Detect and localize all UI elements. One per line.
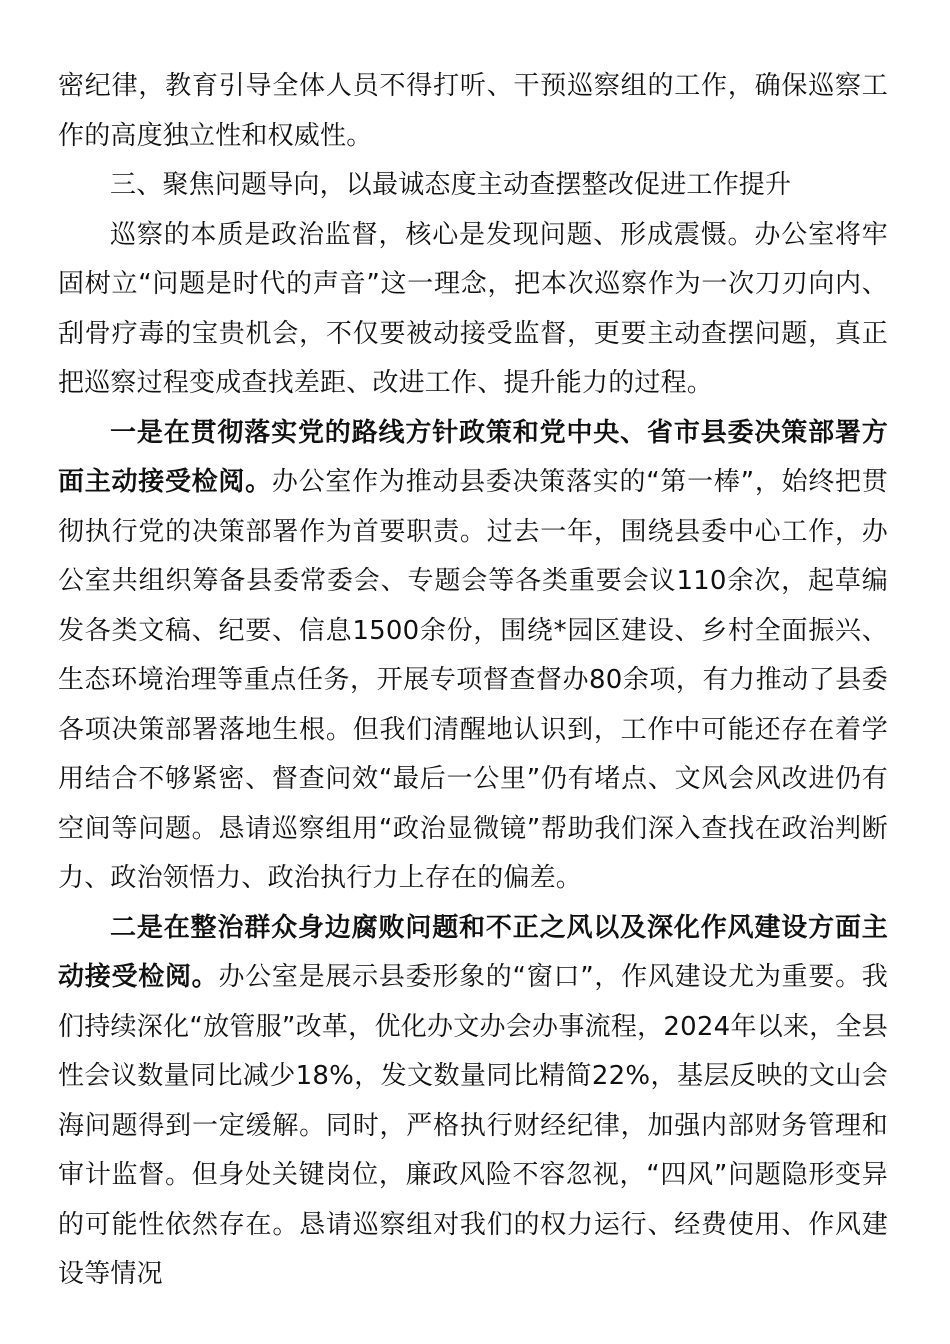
point-2-body: 办公室是展示县委形象的“窗口”，作风建设尤为重要。我们持续深化“放管服”改革，优化办文办会办事流程，2024年以来，全县性会议数量同比减少18%，发文数量同比精简22%，基层反映的文山会海问题得到一定缓解。同时，严格执行财经纪律，加强内部财务管理和审计监督。但身处关键岗位，廉政风险不容忽视，“四风”问题隐形变异的可能性依然存在。恳请巡察组对我们的权力运行、经费使用、作风建设等情况	[58, 962, 889, 1289]
point-1-lead: 一是在贯彻落实党的路线方针政策和党中央、省市县委决策部署方面主动接受检阅。	[58, 417, 888, 497]
paragraph-intro: 巡察的本质是政治监督，核心是发现问题、形成震慑。办公室将牢固树立“问题是时代的声音”这一理念，把本次巡察作为一次刀刃向内、刮骨疗毒的宝贵机会，不仅要被动接受监督，更要主动查摆问题，真正把巡察过程变成查找差距、改进工作、提升能力的过程。	[58, 219, 888, 398]
point-2-lead: 二是在整治群众身边腐败问题和不正之风以及深化作风建设方面主动接受检阅。	[58, 912, 888, 992]
paragraph-point-1	[58, 409, 888, 904]
point-1-body: 办公室作为推动县委决策落实的“第一棒”，始终把贯彻执行党的决策部署作为首要职责。过去一年，围绕县委中心工作，办公室共组织筹备县委常委会、专题会等各类重要会议110余次，起草编发各类文稿、纪要、信息1500余份，围绕*园区建设、乡村全面振兴、生态环境治理等重点任务，开展专项督查督办80余项，有力推动了县委各项决策部署落地生根。但我们清醒地认识到，工作中可能还存在着学用结合不够紧密、督查问效“最后一公里”仍有堵点、文风会风改进仍有空间等问题。恳请巡察组用“政治显微镜”帮助我们深入查找在政治判断力、政治领悟力、政治执行力上存在的偏差。	[58, 467, 888, 893]
document-page	[58, 62, 888, 1300]
paragraph-point-2	[58, 904, 888, 1300]
section-heading: 三、聚焦问题导向，以最诚态度主动查摆整改促进工作提升	[110, 170, 792, 200]
paragraph-continuation: 密纪律，教育引导全体人员不得打听、干预巡察组的工作，确保巡察工作的高度独立性和权威性。	[58, 71, 888, 151]
